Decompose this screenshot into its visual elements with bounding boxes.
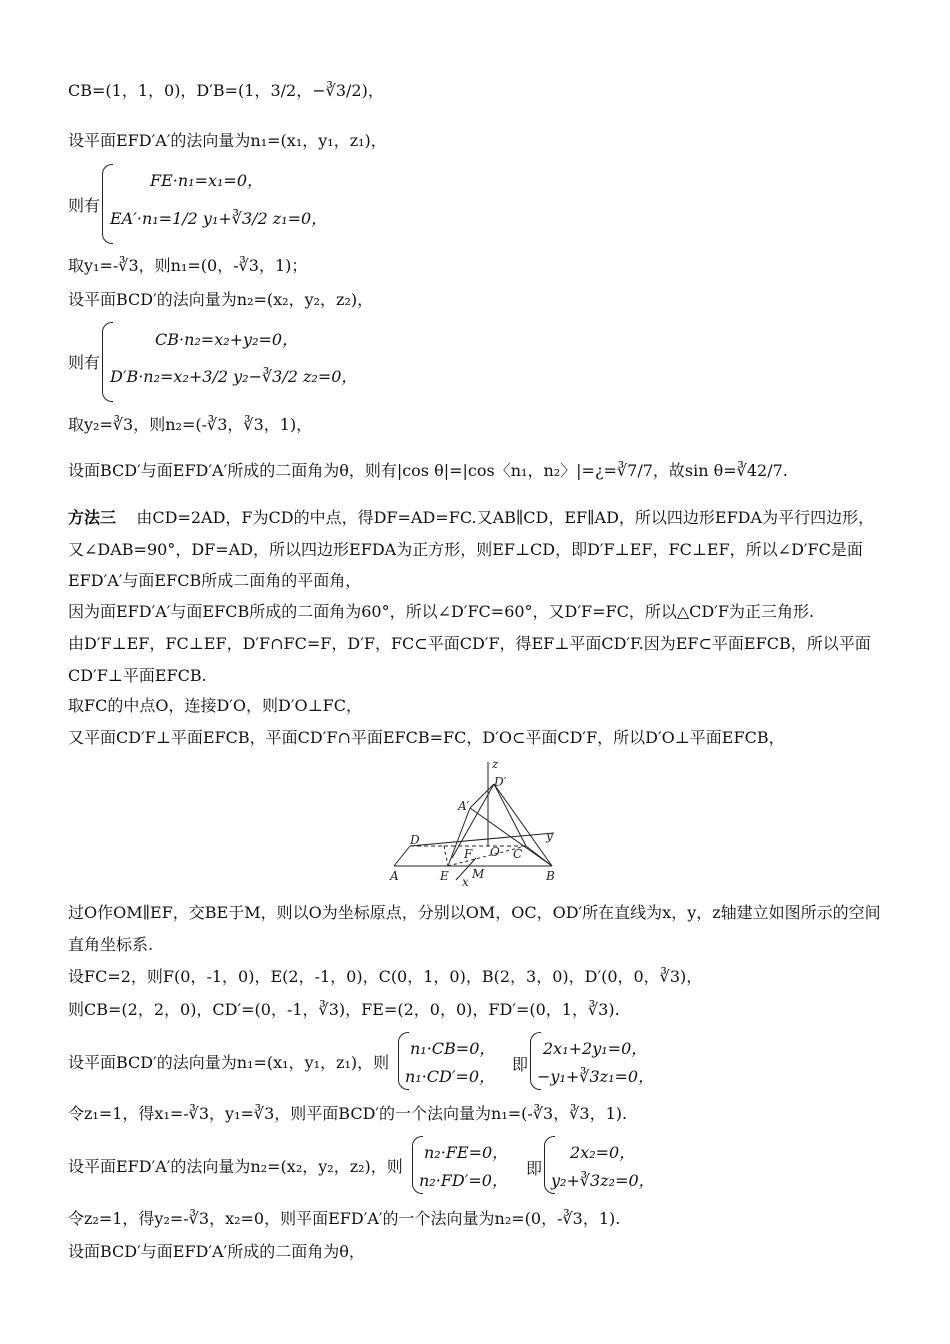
label-dp: D′ xyxy=(494,775,507,789)
label-e: E xyxy=(440,869,449,883)
paragraph-ef-perp: 由D′F⊥EF，FC⊥EF，D′F∩FC=F，D′F，FC⊂平面CD′F，得EF⊥平面CD′F.因为EF⊂平面EFCB，所以平面CD′F⊥平面EFCB. xyxy=(68,634,871,685)
paragraph-coordinate-system: 过O作OM∥EF，交BE于M，则以O为坐标原点，分别以OM，OC，OD′所在直线为x，y，z轴建立如图所示的空间直角坐标系. xyxy=(68,903,881,954)
left-brace xyxy=(102,164,113,244)
edge-ad xyxy=(394,846,410,866)
line-take-y1: 取y₁=-∛3，则n₁=(0，-∛3，1)； xyxy=(68,256,308,275)
system3b-row2: −y₁+∛3z₁=0， xyxy=(537,1067,655,1086)
paragraph-method3 xyxy=(68,502,888,597)
edge-fe xyxy=(444,846,448,866)
line-bcd-normal-def: 设平面BCD′的法向量为n₁=(x₁，y₁，z₁)，则 xyxy=(68,1053,390,1072)
line-efda-normal-def: 设平面EFD′A′的法向量为n₂=(x₂，y₂，z₂)，则 xyxy=(68,1157,403,1176)
system1-row1: FE·n₁=x₁=0， xyxy=(150,171,264,190)
method3-text: 由CD=2AD，F为CD的中点，得DF=AD=FC.又AB∥CD，EF∥AD，所以四边形EFDA为平行四边形，又∠DAB=90°，DF=AD，所以四边形EFDA为正方形，则EF⊥CD，即D′F⊥EF，FC⊥EF，所以∠D′FC是面EFD′A′与面EFCB所成二面角的平面角， xyxy=(68,508,875,590)
system3-row1: n₁·CB=0， xyxy=(410,1039,496,1058)
line-vectors-cb-db: CB=(1，1，0)，D′B=(1，3/2，−∛3/2)， xyxy=(68,81,384,100)
system2-row1: CB·n₂=x₂+y₂=0， xyxy=(155,330,299,349)
label-c: C xyxy=(513,847,523,861)
y-axis-line xyxy=(410,833,554,846)
paragraph-do-perp: 又平面CD′F⊥平面EFCB，平面CD′F∩平面EFCB=FC，D′O⊂平面CD′F，所以D′O⊥平面EFCB， xyxy=(68,728,785,747)
edge-dpb xyxy=(494,784,552,866)
system4-row2: n₂·FD′=0， xyxy=(419,1171,508,1190)
system4-mid: 即 xyxy=(526,1159,543,1178)
system1-row2: EA′·n₁=1/2 y₁+∛3/2 z₁=0， xyxy=(110,209,328,228)
system3b-row1: 2x₁+2y₁=0， xyxy=(543,1039,648,1058)
system3-mid: 即 xyxy=(512,1055,529,1074)
label-f: F xyxy=(464,847,473,861)
paragraph-point-coords: 设FC=2，则F(0，-1，0)，E(2，-1，0)，C(0，1，0)，B(2，3，0)，D′(0，0，∛3)， xyxy=(68,967,703,986)
label-ap: A′ xyxy=(458,799,470,813)
paragraph-60deg: 因为面EFD′A′与面EFCB所成的二面角为60°，所以∠D′FC=60°，又D′F=FC，所以△CD′F为正三角形. xyxy=(68,602,815,621)
figure-svg xyxy=(386,758,566,886)
system3-row2: n₁·CD′=0， xyxy=(405,1067,496,1086)
label-z: z xyxy=(492,758,499,771)
system4b-row1: 2x₂=0， xyxy=(570,1143,636,1162)
line-normal-n1-def: 设平面EFD′A′的法向量为n₁=(x₁，y₁，z₁)， xyxy=(68,131,387,150)
geometry-figure xyxy=(386,758,566,890)
paragraph-n1-result: 令z₁=1，得x₁=-∛3，y₁=∛3，则平面BCD′的一个法向量为n₁=(-∛3，∛3，1). xyxy=(68,1104,628,1123)
method3-label: 方法三 xyxy=(68,508,117,527)
label-a: A xyxy=(390,869,399,883)
system2-row2: D′B·n₂=x₂+3/2 y₂−∛3/2 z₂=0， xyxy=(110,367,358,386)
line-system1-prefix: 则有 xyxy=(68,196,101,215)
line-normal-n2-def: 设平面BCD′的法向量为n₂=(x₂，y₂，z₂)， xyxy=(68,290,374,309)
paragraph-n2-result: 令z₂=1，得y₂=-∛3，x₂=0，则平面EFD′A′的一个法向量为n₂=(0，-∛3，1). xyxy=(68,1209,621,1228)
line-dihedral-result: 设面BCD′与面EFD′A′所成的二面角为θ，则有|cos θ|=|cos〈n₁，n₂〉|=¿=∛7/7，故sin θ=∛42/7. xyxy=(68,461,788,480)
line-system2-prefix: 则有 xyxy=(68,353,101,372)
label-d: D xyxy=(410,833,420,847)
left-brace xyxy=(102,322,113,402)
system4b-row2: y₂+∛3z₂=0， xyxy=(551,1171,655,1190)
label-b: B xyxy=(546,869,555,883)
paragraph-midpoint-o: 取FC的中点O，连接D′O，则D′O⊥FC， xyxy=(68,696,363,715)
label-x: x xyxy=(462,875,469,886)
label-y: y xyxy=(546,829,553,843)
line-take-y2: 取y₂=∛3，则n₂=(-∛3，∛3，1)， xyxy=(68,415,313,434)
system4-row1: n₂·FE=0， xyxy=(424,1143,509,1162)
paragraph-final-theta: 设面BCD′与面EFD′A′所成的二面角为θ， xyxy=(68,1242,365,1261)
label-m: M xyxy=(472,867,485,881)
paragraph-vector-coords: 则CB=(2，2，0)，CD′=(0，-1，∛3)，FE=(2，0，0)，FD′=(0，1，∛3). xyxy=(68,1000,620,1019)
label-o: O xyxy=(490,845,500,859)
